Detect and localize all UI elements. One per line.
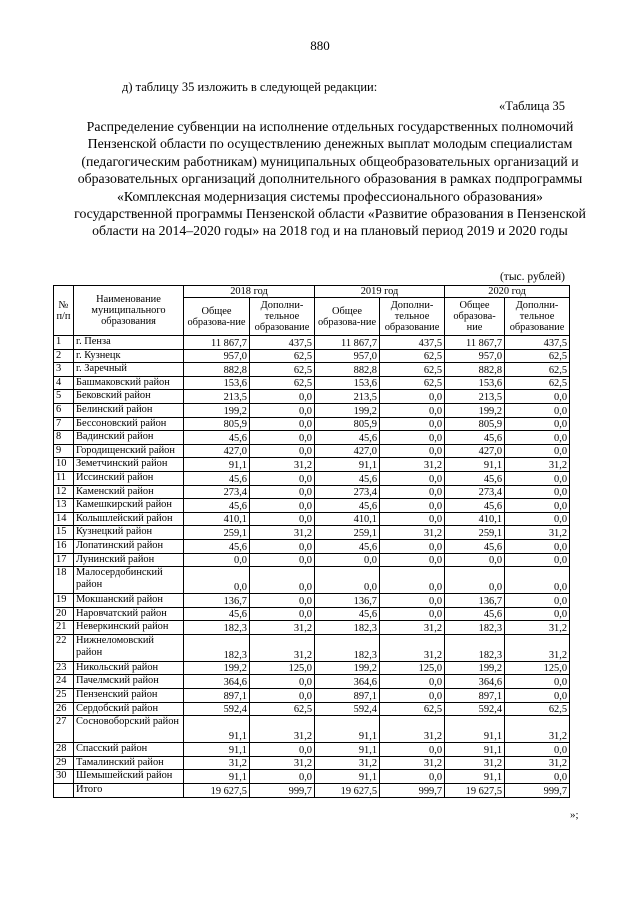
value-cell: 0,0	[380, 499, 445, 513]
table-row	[54, 675, 570, 689]
value-cell: 897,1	[445, 689, 505, 703]
total-value-cell: 19 627,5	[315, 784, 380, 798]
table-row	[54, 567, 570, 594]
value-cell: 31,2	[184, 756, 250, 770]
row-number: 4	[54, 376, 74, 390]
value-cell: 62,5	[505, 349, 570, 363]
table-row	[54, 390, 570, 404]
value-cell: 31,2	[250, 621, 315, 635]
value-cell: 91,1	[445, 716, 505, 743]
value-cell: 62,5	[250, 363, 315, 377]
value-cell: 182,3	[315, 634, 380, 661]
table-row	[54, 770, 570, 784]
value-cell: 45,6	[315, 471, 380, 485]
value-cell: 437,5	[250, 336, 315, 350]
total-label: Итого	[74, 784, 184, 798]
value-cell: 91,1	[315, 770, 380, 784]
value-cell: 0,0	[250, 431, 315, 445]
value-cell: 0,0	[380, 607, 445, 621]
value-cell: 0,0	[380, 594, 445, 608]
row-number: 24	[54, 675, 74, 689]
value-cell: 410,1	[445, 512, 505, 526]
municipality-name: Каменский район	[74, 485, 184, 499]
value-cell: 31,2	[505, 716, 570, 743]
value-cell: 153,6	[315, 376, 380, 390]
value-cell: 0,0	[505, 431, 570, 445]
value-cell: 91,1	[445, 743, 505, 757]
value-cell: 957,0	[184, 349, 250, 363]
total-row	[54, 784, 570, 798]
value-cell: 91,1	[445, 458, 505, 472]
table-row	[54, 471, 570, 485]
municipality-name: Спасский район	[74, 743, 184, 757]
value-cell: 31,2	[505, 458, 570, 472]
header-general: Общее образова-ние	[315, 298, 380, 336]
value-cell: 0,0	[380, 770, 445, 784]
value-cell: 11 867,7	[315, 336, 380, 350]
municipality-name: г. Пенза	[74, 336, 184, 350]
header-year-2020: 2020 год	[445, 286, 570, 298]
value-cell: 45,6	[184, 499, 250, 513]
value-cell: 0,0	[505, 567, 570, 594]
municipality-name: Бессоновский район	[74, 417, 184, 431]
table-row	[54, 526, 570, 540]
value-cell: 45,6	[315, 431, 380, 445]
value-cell: 0,0	[505, 471, 570, 485]
value-cell: 31,2	[250, 756, 315, 770]
municipality-name: Сердобский район	[74, 702, 184, 716]
table-row	[54, 376, 570, 390]
value-cell: 0,0	[250, 567, 315, 594]
table-row	[54, 743, 570, 757]
row-number: 6	[54, 403, 74, 417]
municipality-name: Иссинский район	[74, 471, 184, 485]
value-cell: 199,2	[184, 403, 250, 417]
row-number: 28	[54, 743, 74, 757]
table-row	[54, 444, 570, 458]
value-cell: 31,2	[250, 634, 315, 661]
value-cell: 0,0	[250, 403, 315, 417]
value-cell: 410,1	[315, 512, 380, 526]
value-cell: 182,3	[445, 634, 505, 661]
municipality-name: Малосердобинский район	[74, 567, 184, 594]
value-cell: 199,2	[315, 661, 380, 675]
municipality-name: Лунинский район	[74, 553, 184, 567]
page-number: 880	[310, 38, 330, 53]
row-number: 19	[54, 594, 74, 608]
table-row	[54, 716, 570, 743]
row-number: 15	[54, 526, 74, 540]
value-cell: 410,1	[184, 512, 250, 526]
value-cell: 91,1	[315, 458, 380, 472]
table-row	[54, 661, 570, 675]
row-number: 21	[54, 621, 74, 635]
table-row	[54, 349, 570, 363]
value-cell: 0,0	[250, 471, 315, 485]
value-cell: 0,0	[380, 553, 445, 567]
value-cell: 0,0	[505, 689, 570, 703]
value-cell: 0,0	[505, 390, 570, 404]
table-row	[54, 417, 570, 431]
value-cell: 182,3	[184, 634, 250, 661]
value-cell: 0,0	[380, 471, 445, 485]
value-cell: 45,6	[445, 539, 505, 553]
value-cell: 0,0	[250, 594, 315, 608]
value-cell: 45,6	[184, 471, 250, 485]
value-cell: 259,1	[315, 526, 380, 540]
municipality-name: Сосновоборский район	[74, 716, 184, 743]
row-number: 7	[54, 417, 74, 431]
row-number: 30	[54, 770, 74, 784]
table-row	[54, 499, 570, 513]
value-cell: 273,4	[315, 485, 380, 499]
municipality-name: Кузнецкий район	[74, 526, 184, 540]
value-cell: 62,5	[250, 702, 315, 716]
value-cell: 882,8	[445, 363, 505, 377]
value-cell: 592,4	[445, 702, 505, 716]
value-cell: 957,0	[315, 349, 380, 363]
value-cell: 897,1	[315, 689, 380, 703]
value-cell: 0,0	[315, 553, 380, 567]
value-cell: 0,0	[505, 539, 570, 553]
municipality-name: Мокшанский район	[74, 594, 184, 608]
row-number: 8	[54, 431, 74, 445]
value-cell: 437,5	[505, 336, 570, 350]
header-general: Общее образова-ние	[445, 298, 505, 336]
municipality-name: Колышлейский район	[74, 512, 184, 526]
value-cell: 0,0	[250, 770, 315, 784]
row-number: 9	[54, 444, 74, 458]
value-cell: 213,5	[445, 390, 505, 404]
value-cell: 182,3	[184, 621, 250, 635]
value-cell: 199,2	[184, 661, 250, 675]
value-cell: 0,0	[505, 743, 570, 757]
value-cell: 0,0	[250, 444, 315, 458]
value-cell: 125,0	[505, 661, 570, 675]
value-cell: 45,6	[445, 431, 505, 445]
municipality-name: Земетчинский район	[74, 458, 184, 472]
municipality-name: Нижнеломовский район	[74, 634, 184, 661]
value-cell: 427,0	[445, 444, 505, 458]
value-cell: 0,0	[505, 770, 570, 784]
row-number: 25	[54, 689, 74, 703]
header-additional: Дополни-тельное образование	[380, 298, 445, 336]
value-cell: 136,7	[184, 594, 250, 608]
table-row	[54, 553, 570, 567]
value-cell: 62,5	[380, 363, 445, 377]
row-number: 27	[54, 716, 74, 743]
value-cell: 62,5	[505, 376, 570, 390]
value-cell: 0,0	[250, 485, 315, 499]
value-cell: 62,5	[505, 363, 570, 377]
value-cell: 0,0	[250, 743, 315, 757]
value-cell: 882,8	[184, 363, 250, 377]
total-value-cell: 999,7	[380, 784, 445, 798]
value-cell: 45,6	[445, 471, 505, 485]
value-cell: 0,0	[380, 675, 445, 689]
municipality-name: Вадинский район	[74, 431, 184, 445]
header-general: Общее образова-ние	[184, 298, 250, 336]
value-cell: 45,6	[184, 539, 250, 553]
municipality-name: Тамалинский район	[74, 756, 184, 770]
value-cell: 259,1	[184, 526, 250, 540]
value-cell: 0,0	[380, 567, 445, 594]
header-year-2019: 2019 год	[315, 286, 445, 298]
value-cell: 199,2	[445, 403, 505, 417]
value-cell: 31,2	[505, 621, 570, 635]
value-cell: 0,0	[380, 539, 445, 553]
units-label: (тыс. рублей)	[499, 271, 565, 283]
table-row	[54, 621, 570, 635]
value-cell: 31,2	[380, 634, 445, 661]
value-cell: 592,4	[315, 702, 380, 716]
table-row	[54, 336, 570, 350]
value-cell: 0,0	[505, 417, 570, 431]
value-cell: 0,0	[250, 607, 315, 621]
value-cell: 0,0	[250, 390, 315, 404]
value-cell: 45,6	[184, 431, 250, 445]
value-cell: 0,0	[250, 499, 315, 513]
value-cell: 62,5	[250, 376, 315, 390]
value-cell: 45,6	[315, 499, 380, 513]
value-cell: 259,1	[445, 526, 505, 540]
row-number: 18	[54, 567, 74, 594]
value-cell: 182,3	[445, 621, 505, 635]
value-cell: 0,0	[250, 553, 315, 567]
municipality-name: г. Кузнецк	[74, 349, 184, 363]
value-cell: 0,0	[250, 417, 315, 431]
value-cell: 91,1	[184, 716, 250, 743]
value-cell: 0,0	[505, 403, 570, 417]
value-cell: 31,2	[250, 716, 315, 743]
value-cell: 31,2	[380, 458, 445, 472]
value-cell: 0,0	[250, 675, 315, 689]
row-number: 29	[54, 756, 74, 770]
value-cell: 0,0	[445, 553, 505, 567]
value-cell: 91,1	[315, 716, 380, 743]
value-cell: 0,0	[315, 567, 380, 594]
value-cell: 31,2	[445, 756, 505, 770]
value-cell: 182,3	[315, 621, 380, 635]
total-row-number	[54, 784, 74, 798]
row-number: 23	[54, 661, 74, 675]
value-cell: 136,7	[445, 594, 505, 608]
value-cell: 199,2	[315, 403, 380, 417]
value-cell: 0,0	[250, 689, 315, 703]
value-cell: 805,9	[445, 417, 505, 431]
value-cell: 0,0	[445, 567, 505, 594]
table-row	[54, 702, 570, 716]
value-cell: 91,1	[315, 743, 380, 757]
row-number: 12	[54, 485, 74, 499]
value-cell: 213,5	[184, 390, 250, 404]
value-cell: 805,9	[184, 417, 250, 431]
value-cell: 427,0	[315, 444, 380, 458]
intro-text: д) таблицу 35 изложить в следующей редакции:	[122, 80, 378, 94]
value-cell: 0,0	[505, 499, 570, 513]
value-cell: 427,0	[184, 444, 250, 458]
row-number: 20	[54, 607, 74, 621]
value-cell: 62,5	[380, 349, 445, 363]
row-number: 17	[54, 553, 74, 567]
value-cell: 0,0	[505, 444, 570, 458]
header-no: № п/п	[54, 286, 74, 336]
total-value-cell: 19 627,5	[445, 784, 505, 798]
value-cell: 0,0	[380, 403, 445, 417]
header-additional: Дополни-тельное образование	[250, 298, 315, 336]
value-cell: 31,2	[250, 458, 315, 472]
value-cell: 0,0	[380, 689, 445, 703]
value-cell: 0,0	[505, 594, 570, 608]
value-cell: 364,6	[315, 675, 380, 689]
row-number: 2	[54, 349, 74, 363]
municipality-name: Пачелмский район	[74, 675, 184, 689]
value-cell: 62,5	[380, 702, 445, 716]
value-cell: 45,6	[445, 499, 505, 513]
document-title: Распределение субвенции на исполнение отдельных государственных полномочий Пензенской области по осуществлению денежных выплат молодым специалистам (педагогическим работникам) муниципальных общеобразовательных организаций и образовательных организаций дополнительного образования в рамках подпрограммы «Комплексная модернизация системы профессионального образования» государственной программы Пензенской области «Развитие образования в Пензенской области на 2014–2020 годы» на 2018 год и на плановый период 2019 и 2020 годы	[74, 119, 586, 239]
value-cell: 437,5	[380, 336, 445, 350]
table-row	[54, 363, 570, 377]
value-cell: 91,1	[184, 743, 250, 757]
value-cell: 62,5	[250, 349, 315, 363]
value-cell: 0,0	[380, 444, 445, 458]
municipality-name: Бековский район	[74, 390, 184, 404]
municipality-name: Башмаковский район	[74, 376, 184, 390]
value-cell: 0,0	[250, 539, 315, 553]
value-cell: 153,6	[445, 376, 505, 390]
value-cell: 0,0	[250, 512, 315, 526]
municipality-name: Камешкирский район	[74, 499, 184, 513]
value-cell: 125,0	[380, 661, 445, 675]
value-cell: 31,2	[505, 634, 570, 661]
value-cell: 91,1	[184, 458, 250, 472]
total-value-cell: 999,7	[505, 784, 570, 798]
value-cell: 897,1	[184, 689, 250, 703]
value-cell: 0,0	[380, 743, 445, 757]
municipality-name: Наровчатский район	[74, 607, 184, 621]
value-cell: 0,0	[505, 607, 570, 621]
value-cell: 0,0	[184, 567, 250, 594]
municipality-name: Неверкинский район	[74, 621, 184, 635]
value-cell: 0,0	[184, 553, 250, 567]
subvention-table	[53, 285, 570, 798]
value-cell: 0,0	[505, 512, 570, 526]
value-cell: 125,0	[250, 661, 315, 675]
value-cell: 31,2	[250, 526, 315, 540]
value-cell: 592,4	[184, 702, 250, 716]
header-additional: Дополни-тельное образование	[505, 298, 570, 336]
value-cell: 91,1	[445, 770, 505, 784]
row-number: 22	[54, 634, 74, 661]
table-tag: «Таблица 35	[499, 99, 565, 113]
municipality-name: Городищенский район	[74, 444, 184, 458]
value-cell: 31,2	[380, 716, 445, 743]
municipality-name: Никольский район	[74, 661, 184, 675]
value-cell: 0,0	[505, 485, 570, 499]
row-number: 1	[54, 336, 74, 350]
value-cell: 0,0	[380, 431, 445, 445]
value-cell: 0,0	[380, 485, 445, 499]
municipality-name: Шемышейский район	[74, 770, 184, 784]
table-row	[54, 512, 570, 526]
header-name: Наименование муниципального образования	[74, 286, 184, 336]
value-cell: 11 867,7	[445, 336, 505, 350]
row-number: 3	[54, 363, 74, 377]
value-cell: 45,6	[315, 539, 380, 553]
value-cell: 45,6	[184, 607, 250, 621]
value-cell: 11 867,7	[184, 336, 250, 350]
municipality-name: Пензенский район	[74, 689, 184, 703]
value-cell: 0,0	[380, 417, 445, 431]
value-cell: 0,0	[505, 675, 570, 689]
municipality-name: Лопатинский район	[74, 539, 184, 553]
table-row	[54, 539, 570, 553]
row-number: 14	[54, 512, 74, 526]
table-row	[54, 756, 570, 770]
table-row	[54, 594, 570, 608]
closing-mark: »;	[570, 809, 579, 821]
value-cell: 62,5	[505, 702, 570, 716]
row-number: 13	[54, 499, 74, 513]
table-row	[54, 431, 570, 445]
row-number: 26	[54, 702, 74, 716]
value-cell: 31,2	[380, 756, 445, 770]
value-cell: 91,1	[184, 770, 250, 784]
value-cell: 0,0	[380, 390, 445, 404]
value-cell: 213,5	[315, 390, 380, 404]
value-cell: 45,6	[445, 607, 505, 621]
value-cell: 153,6	[184, 376, 250, 390]
value-cell: 0,0	[505, 553, 570, 567]
value-cell: 31,2	[505, 756, 570, 770]
value-cell: 62,5	[380, 376, 445, 390]
value-cell: 31,2	[380, 526, 445, 540]
table-row	[54, 458, 570, 472]
table-row	[54, 634, 570, 661]
table-row	[54, 403, 570, 417]
value-cell: 136,7	[315, 594, 380, 608]
municipality-name: Белинский район	[74, 403, 184, 417]
table-row	[54, 689, 570, 703]
value-cell: 805,9	[315, 417, 380, 431]
table-body	[54, 336, 570, 798]
value-cell: 199,2	[445, 661, 505, 675]
value-cell: 273,4	[445, 485, 505, 499]
row-number: 11	[54, 471, 74, 485]
value-cell: 0,0	[380, 512, 445, 526]
value-cell: 45,6	[315, 607, 380, 621]
row-number: 16	[54, 539, 74, 553]
total-value-cell: 999,7	[250, 784, 315, 798]
value-cell: 882,8	[315, 363, 380, 377]
header-year-2018: 2018 год	[184, 286, 315, 298]
value-cell: 273,4	[184, 485, 250, 499]
value-cell: 957,0	[445, 349, 505, 363]
table-row	[54, 607, 570, 621]
value-cell: 31,2	[505, 526, 570, 540]
total-value-cell: 19 627,5	[184, 784, 250, 798]
row-number: 10	[54, 458, 74, 472]
value-cell: 364,6	[445, 675, 505, 689]
value-cell: 31,2	[380, 621, 445, 635]
row-number: 5	[54, 390, 74, 404]
value-cell: 364,6	[184, 675, 250, 689]
table-row	[54, 485, 570, 499]
value-cell: 31,2	[315, 756, 380, 770]
municipality-name: г. Заречный	[74, 363, 184, 377]
